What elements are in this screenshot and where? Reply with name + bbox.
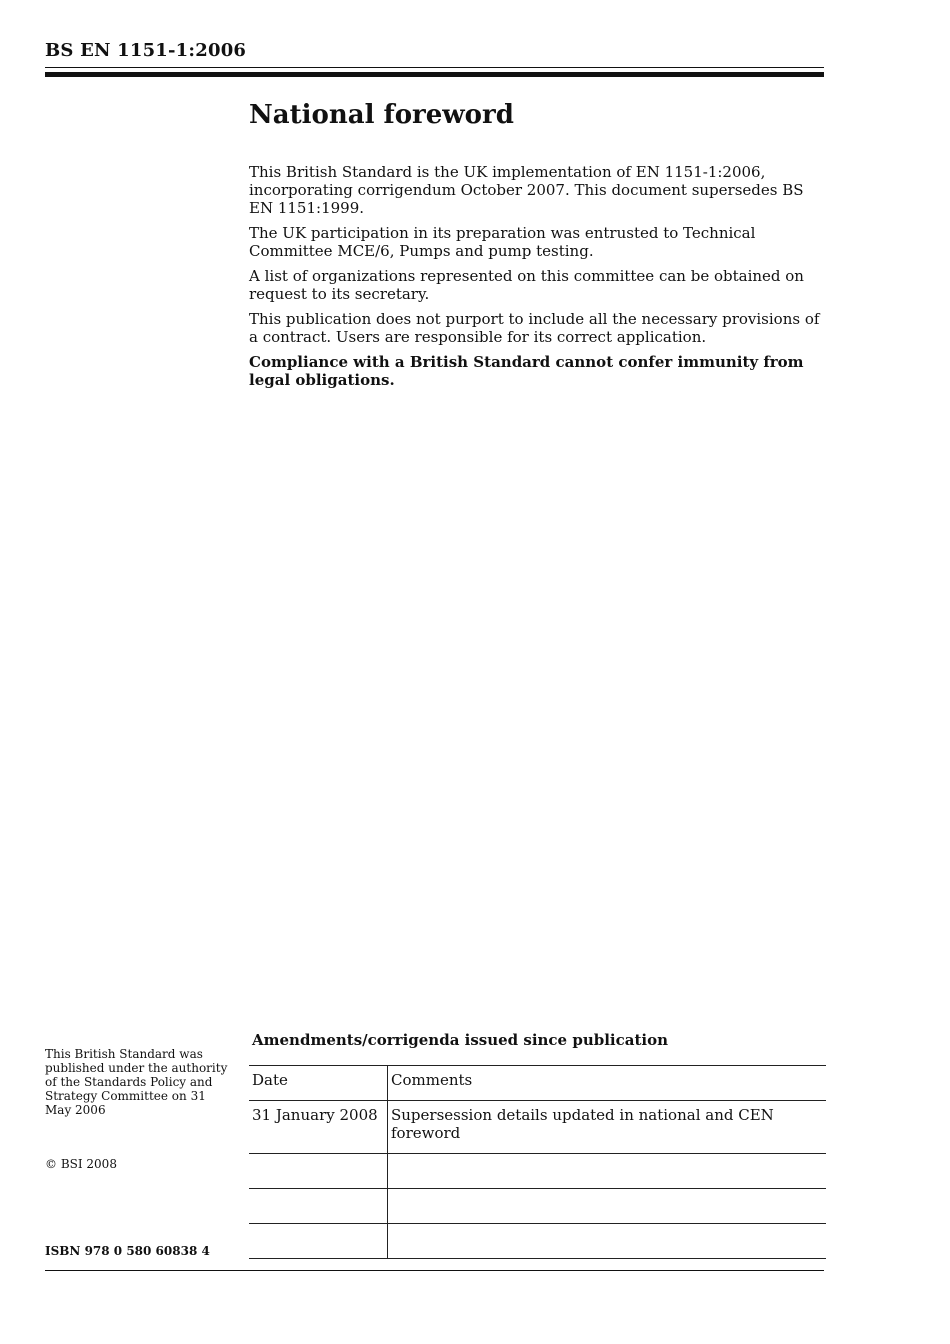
row-date: 31 January 2008 <box>249 1101 388 1154</box>
header-comments: Comments <box>388 1066 827 1101</box>
isbn: ISBN 978 0 580 60838 4 <box>45 1244 210 1258</box>
header-rule-thin <box>45 67 824 68</box>
empty-cell <box>388 1154 827 1189</box>
footer-rule <box>45 1270 824 1271</box>
amendments-table <box>249 1065 826 1259</box>
empty-cell <box>388 1224 827 1259</box>
paragraph-implementation: This British Standard is the UK implementation of EN 1151-1:2006, incorporating corrigendum October 2007. This document supersedes BS EN 1151:1999. <box>249 163 804 217</box>
paragraph-committee: The UK participation in its preparation was entrusted to Technical Committee MCE/6, Pumps and pump testing. <box>249 224 756 260</box>
row-comments: Supersession details updated in national and CEN foreword <box>388 1101 827 1154</box>
foreword-body <box>249 163 829 396</box>
empty-cell <box>249 1189 388 1224</box>
header-rule-thick <box>45 72 824 77</box>
table-row-empty <box>249 1189 826 1224</box>
paragraph-organizations: A list of organizations represented on this committee can be obtained on request to its secretary. <box>249 267 804 303</box>
page-title: National foreword <box>249 100 514 130</box>
header-date: Date <box>249 1066 388 1101</box>
table-row <box>249 1101 826 1154</box>
empty-cell <box>388 1189 827 1224</box>
paragraph-compliance: Compliance with a British Standard cannot confer immunity from legal obligations. <box>249 353 804 389</box>
copyright-notice: © BSI 2008 <box>45 1157 117 1171</box>
standard-id: BS EN 1151-1:2006 <box>45 40 247 61</box>
paragraph-contract: This publication does not purport to include all the necessary provisions of a contract. Users are responsible for its correct application. <box>249 310 820 346</box>
empty-cell <box>249 1154 388 1189</box>
publication-note: This British Standard was published under the authority of the Standards Policy and Strategy Committee on 31 May 2006 <box>45 1047 228 1117</box>
table-row-empty <box>249 1224 826 1259</box>
table-header-row <box>249 1066 826 1101</box>
empty-cell <box>249 1224 388 1259</box>
table-row-empty <box>249 1154 826 1189</box>
amendments-title: Amendments/corrigenda issued since publication <box>252 1031 668 1049</box>
